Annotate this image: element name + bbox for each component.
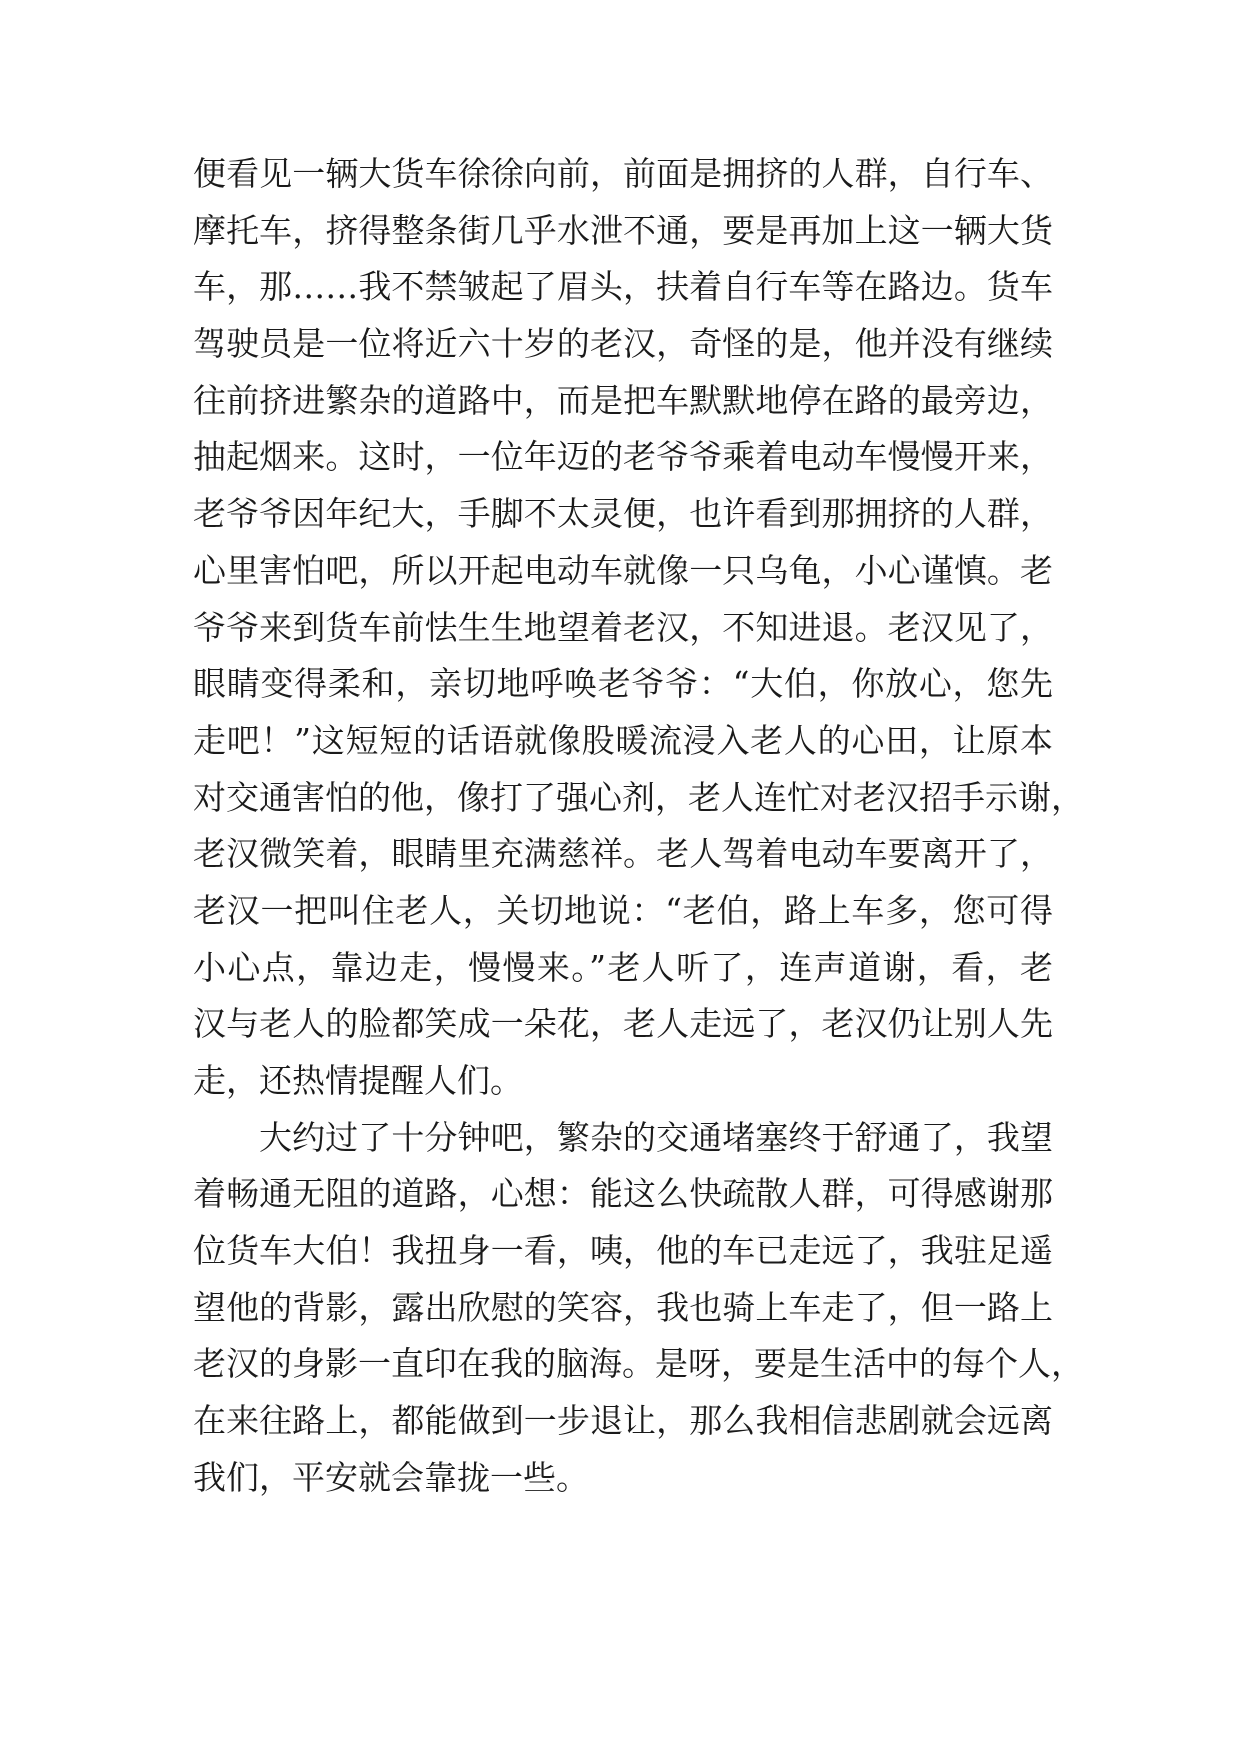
text-line: 抽起烟来。这时，一位年迈的老爷爷乘着电动车慢慢开来， bbox=[193, 437, 1053, 477]
text-line: 着畅通无阻的道路，心想：能这么快疏散人群，可得感谢那 bbox=[193, 1174, 1053, 1214]
text-line: 位货车大伯！我扭身一看，咦，他的车已走远了，我驻足遥 bbox=[193, 1231, 1053, 1271]
text-line: 小心点，靠边走，慢慢来。”老人听了，连声道谢，看，老 bbox=[193, 947, 1053, 987]
text-line: 老汉一把叫住老人，关切地说：“老伯，路上车多，您可得 bbox=[193, 890, 1053, 930]
text-line: 望他的背影，露出欣慰的笑容，我也骑上车走了，但一路上 bbox=[193, 1287, 1053, 1327]
text-line: 老汉的身影一直印在我的脑海。是呀，要是生活中的每个人， bbox=[193, 1344, 1084, 1384]
text-line: 老汉微笑着，眼睛里充满慈祥。老人驾着电动车要离开了， bbox=[193, 834, 1053, 874]
text-line: 往前挤进繁杂的道路中，而是把车默默地停在路的最旁边， bbox=[193, 380, 1053, 420]
text-line: 驾驶员是一位将近六十岁的老汉，奇怪的是，他并没有继续 bbox=[193, 324, 1053, 364]
text-line: 车，那……我不禁皱起了眉头，扶着自行车等在路边。货车 bbox=[193, 267, 1053, 307]
text-line: 爷爷来到货车前怯生生地望着老汉，不知进退。老汉见了， bbox=[193, 607, 1053, 647]
text-line: 眼睛变得柔和，亲切地呼唤老爷爷：“大伯，你放心，您先 bbox=[193, 664, 1053, 704]
text-line: 心里害怕吧，所以开起电动车就像一只乌龟，小心谨慎。老 bbox=[193, 550, 1053, 590]
text-line: 走吧！”这短短的话语就像股暖流浸入老人的心田，让原本 bbox=[193, 720, 1053, 760]
text-line: 在来往路上，都能做到一步退让，那么我相信悲剧就会远离 bbox=[193, 1401, 1053, 1441]
paragraph-2 bbox=[193, 1110, 1084, 1507]
text-line-last: 走，还热情提醒人们。 bbox=[193, 1061, 523, 1100]
text-line: 对交通害怕的他，像打了强心剂，老人连忙对老汉招手示谢， bbox=[193, 777, 1084, 817]
text-line: 摩托车，挤得整条街几乎水泄不通，要是再加上这一辆大货 bbox=[193, 210, 1053, 250]
text-line: 老爷爷因年纪大，手脚不太灵便，也许看到那拥挤的人群， bbox=[193, 494, 1053, 534]
text-line: 汉与老人的脸都笑成一朵花，老人走远了，老汉仍让别人先 bbox=[193, 1004, 1053, 1044]
paragraph-1 bbox=[193, 146, 1084, 1110]
text-line-last: 我们，平安就会靠拢一些。 bbox=[193, 1457, 589, 1497]
document-body bbox=[193, 146, 1084, 1507]
text-line: 便看见一辆大货车徐徐向前，前面是拥挤的人群，自行车、 bbox=[193, 154, 1053, 193]
text-line-indented: 大约过了十分钟吧，繁杂的交通堵塞终于舒通了，我望 bbox=[259, 1117, 1053, 1157]
